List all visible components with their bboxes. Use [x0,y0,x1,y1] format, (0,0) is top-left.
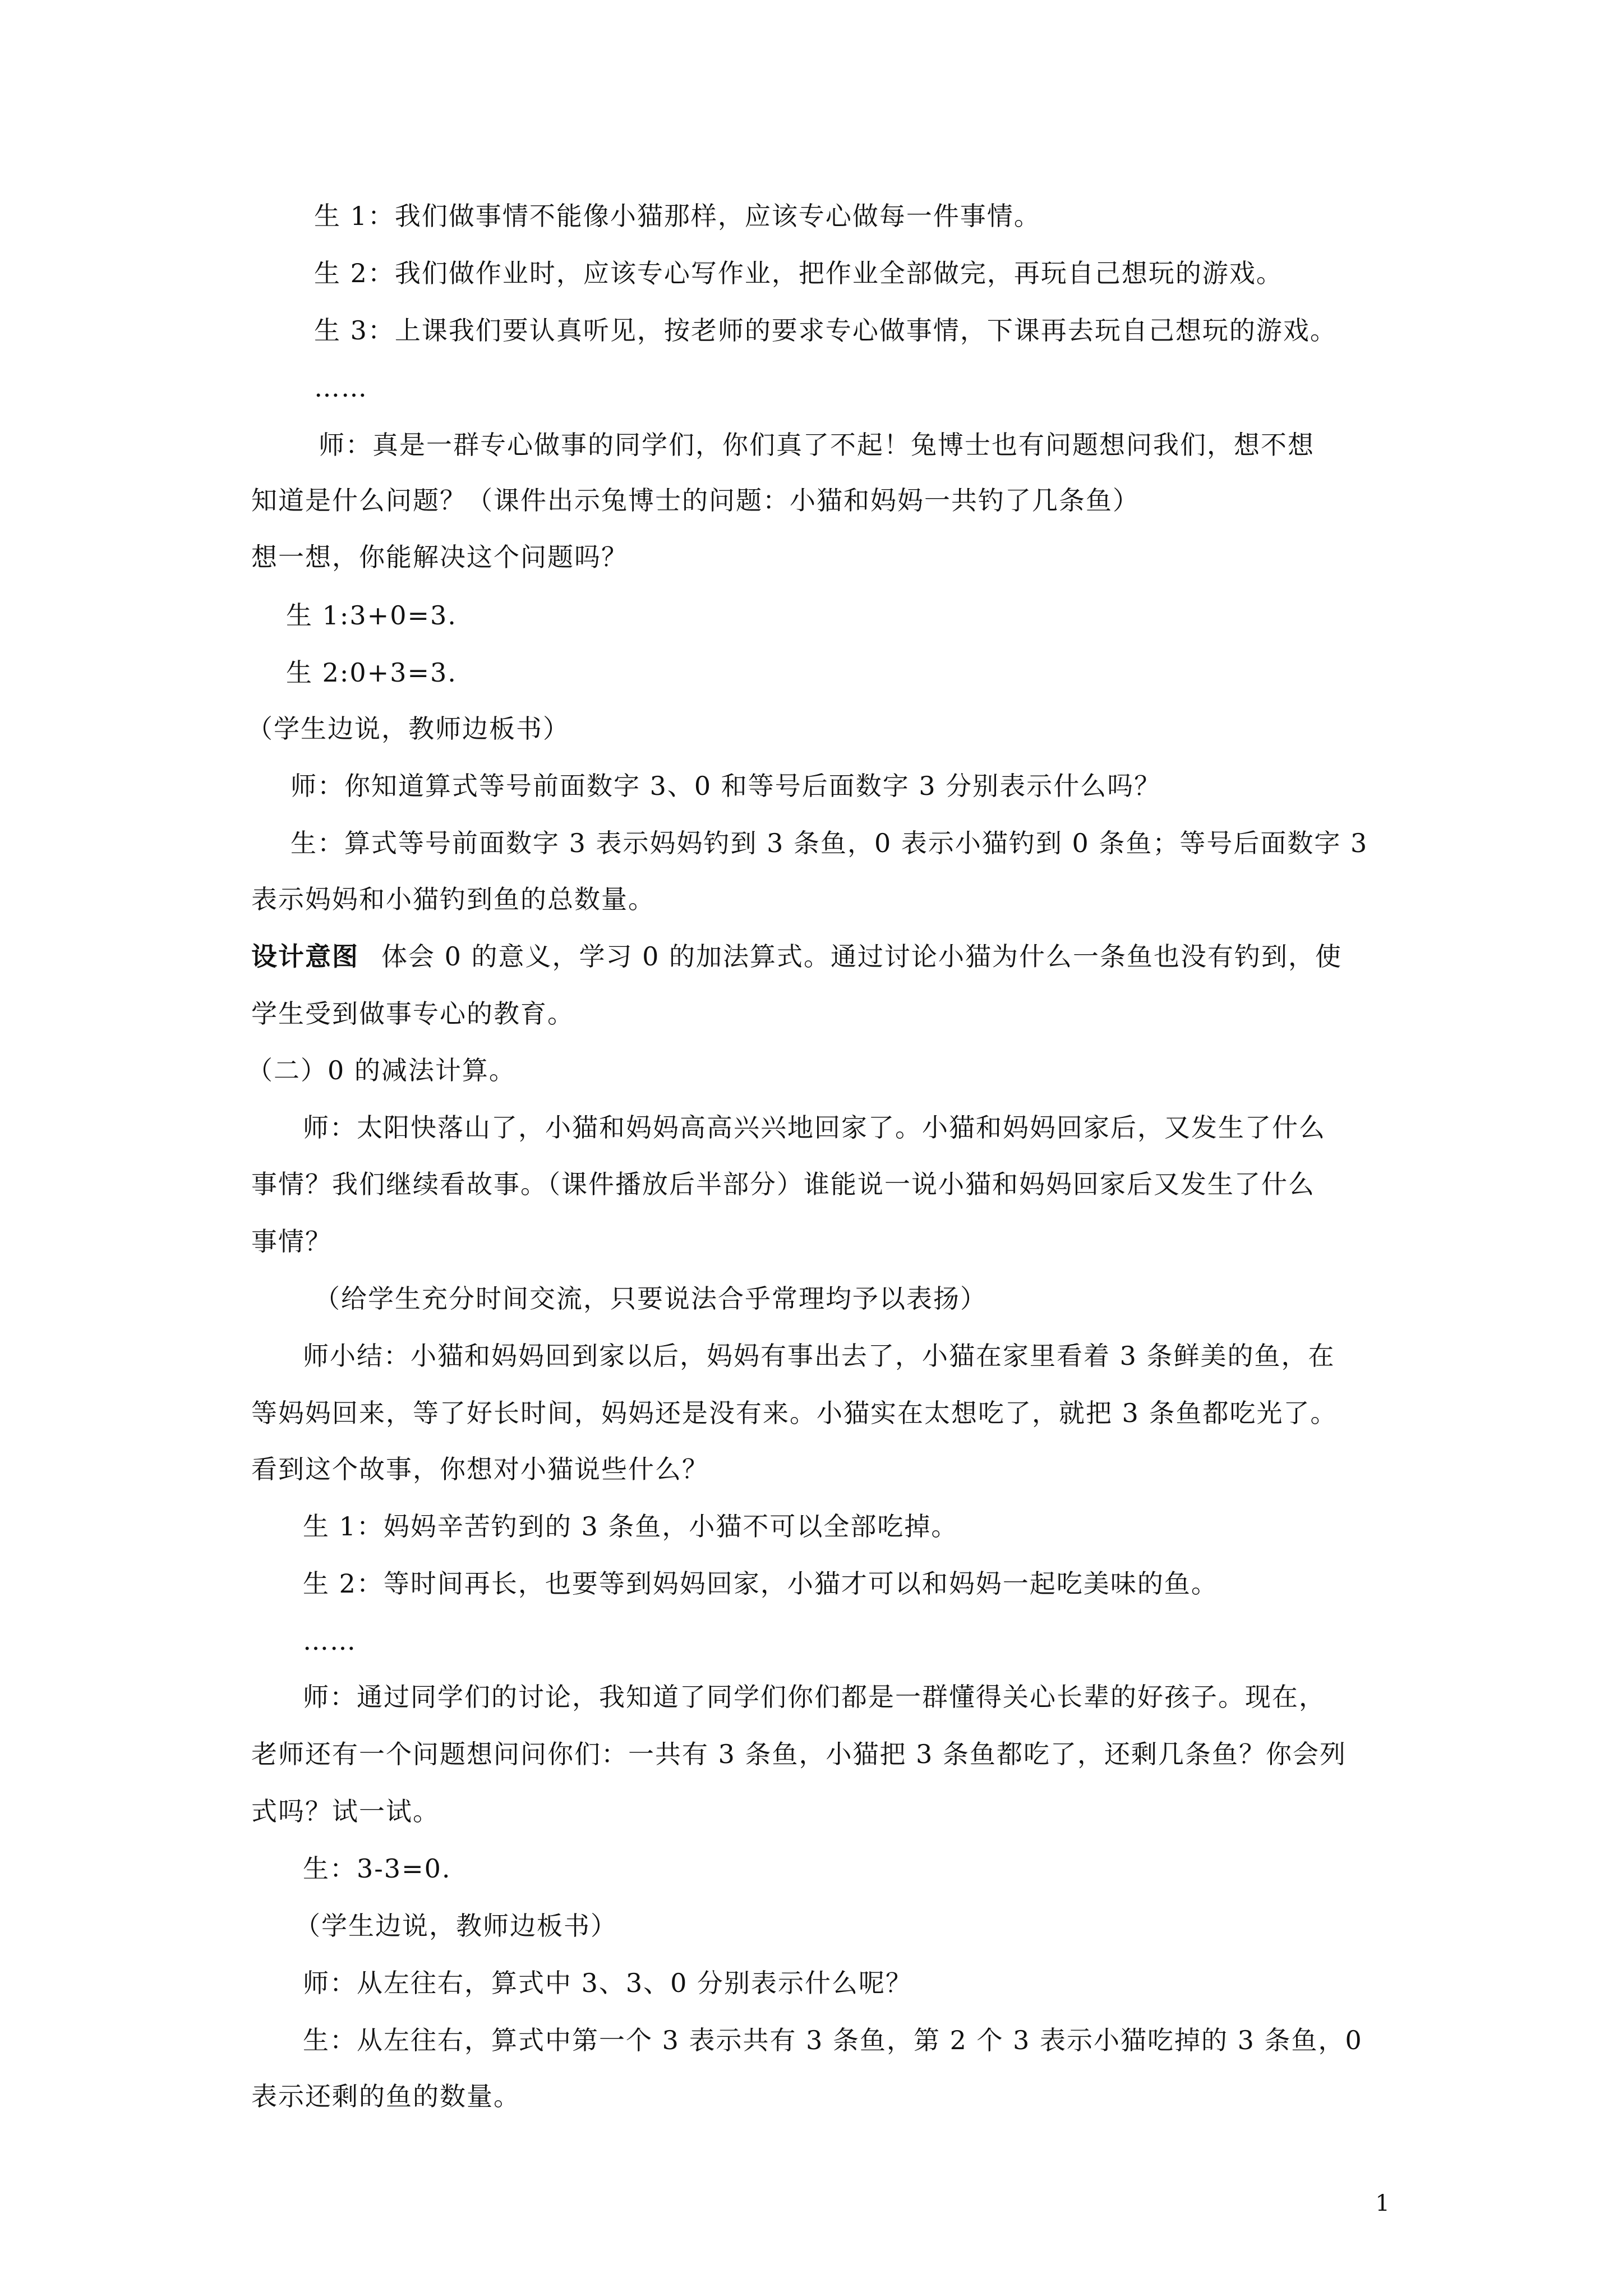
paragraph-line: 体会 0 的意义，学习 0 的加法算式。通过讨论小猫为什么一条鱼也没有钓到，使 [381,941,1343,972]
paragraph-line: （学生边说，教师边板书） [247,714,570,744]
paragraph-line: 表示妈妈和小猫钓到鱼的总数量。 [251,884,655,914]
paragraph-line: 知道是什么问题？（课件出示兔博士的问题：小猫和妈妈一共钓了几条鱼） [251,485,1140,516]
ellipsis-line: …… [314,372,368,403]
paragraph-line: 师：从左往右，算式中 3、3、0 分别表示什么呢？ [303,1968,913,1998]
paragraph-line: 师：真是一群专心做事的同学们，你们真了不起！兔博士也有问题想问我们，想不想 [319,430,1315,460]
paragraph-line: 生：算式等号前面数字 3 表示妈妈钓到 3 条鱼，0 表示小猫钓到 0 条鱼；等号后面数字 3 [291,828,1368,858]
paragraph-line: （学生边说，教师边板书） [294,1911,617,1941]
paragraph-line: 学生受到做事专心的教育。 [251,999,574,1029]
paragraph-line: （给学生充分时间交流，只要说法合乎常理均予以表扬） [314,1283,987,1314]
section-heading: （二）0 的减法计算。 [247,1055,516,1085]
equation-line: 生：3-3=0. [303,1853,451,1884]
paragraph-line: 老师还有一个问题想问问你们：一共有 3 条鱼，小猫把 3 条鱼都吃了，还剩几条鱼？你会列 [251,1739,1347,1769]
paragraph-line: 师：太阳快落山了，小猫和妈妈高高兴兴地回家了。小猫和妈妈回家后，又发生了什么 [303,1112,1326,1143]
page-number: 1 [1375,2191,1390,2216]
paragraph-line: 生 1：我们做事情不能像小猫那样，应该专心做每一件事情。 [314,201,1041,231]
design-intent-heading: 设计意图 [251,941,359,972]
ellipsis-line: …… [303,1626,357,1656]
equation-line: 生 1:3+0=3. [286,600,457,631]
paragraph-line: 表示还剩的鱼的数量。 [251,2081,520,2111]
paragraph-line: 生 2：等时间再长，也要等到妈妈回家，小猫才可以和妈妈一起吃美味的鱼。 [303,1568,1218,1599]
paragraph-line: 生 1：妈妈辛苦钓到的 3 条鱼，小猫不可以全部吃掉。 [303,1511,958,1542]
paragraph-line: 事情？我们继续看故事。（课件播放后半部分）谁能说一说小猫和妈妈回家后又发生了什么 [251,1169,1315,1199]
paragraph-line: 想一想，你能解决这个问题吗？ [251,542,628,572]
paragraph-line: 生 3：上课我们要认真听见，按老师的要求专心做事情，下课再去玩自己想玩的游戏。 [314,315,1337,346]
paragraph-line: 师：你知道算式等号前面数字 3、0 和等号后面数字 3 分别表示什么吗？ [291,771,1161,801]
paragraph-line: 生 2：我们做作业时，应该专心写作业，把作业全部做完，再玩自己想玩的游戏。 [314,258,1283,288]
paragraph-line: 看到这个故事，你想对小猫说些什么？ [251,1454,709,1484]
paragraph-line: 等妈妈回来，等了好长时间，妈妈还是没有来。小猫实在太想吃了，就把 3 条鱼都吃光了。 [251,1398,1338,1428]
paragraph-line: 师：通过同学们的讨论，我知道了同学们你们都是一群懂得关心长辈的好孩子。现在， [303,1682,1326,1712]
paragraph-line: 事情？ [251,1226,332,1257]
paragraph-line: 师小结：小猫和妈妈回到家以后，妈妈有事出去了，小猫在家里看着 3 条鲜美的鱼，在 [303,1341,1335,1371]
equation-line: 生 2:0+3=3. [286,657,457,688]
paragraph-line: 式吗？试一试。 [251,1796,440,1826]
paragraph-line: 生：从左往右，算式中第一个 3 表示共有 3 条鱼，第 2 个 3 表示小猫吃掉的 3 条鱼，0 [303,2025,1363,2055]
